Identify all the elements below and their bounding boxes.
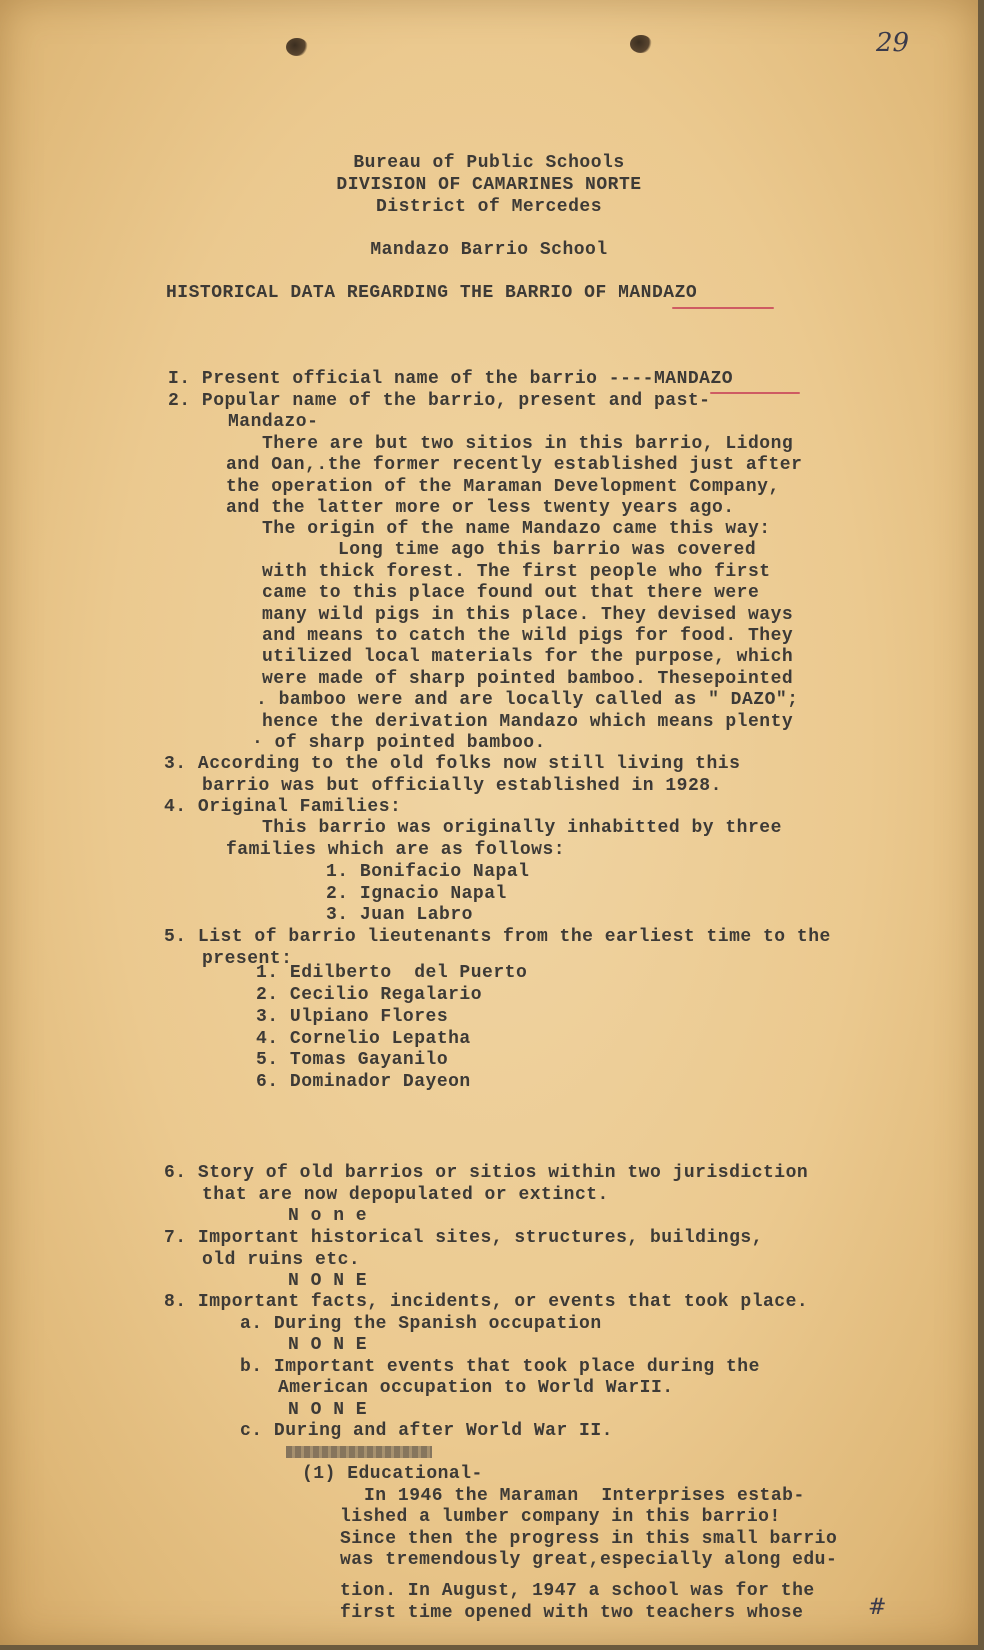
lieutenant-entry: 5. Tomas Gayanilo [256,1050,449,1070]
page-number: 29 [876,28,910,58]
text-line: This barrio was originally inhabitted by three [262,818,782,838]
sub-item-a: a. During the Spanish occupation [240,1314,602,1334]
item-4-original-families: 4. Original Families: [164,797,402,817]
none-marker: N o n e [288,1206,368,1226]
text-line: The origin of the name Mandazo came this way: [262,519,771,539]
text-line: . bamboo were and are locally called as " DAZO"; [256,690,799,710]
item-1-official-name: I. Present official name of the barrio ----MANDAZO [168,369,734,389]
text-line: that are now depopulated or extinct. [202,1185,609,1205]
text-line: There are but two sitios in this barrio, Lidong [262,434,794,454]
text-line: came to this place found out that there were [262,583,760,603]
lieutenant-entry: 3. Ulpiano Flores [256,1007,449,1027]
text-line: and Oan,.the former recently established just after [226,455,803,475]
item-7-historical-sites: 7. Important historical sites, structures, buildings, [164,1228,763,1248]
text-line: hence the derivation Mandazo which means plenty [262,712,794,732]
text-line: present: [202,949,293,969]
family-entry: 2. Ignacio Napal [326,884,507,904]
text-line: the operation of the Maraman Development Company, [226,477,780,497]
text-line: old ruins etc. [202,1250,361,1270]
lieutenant-entry: 2. Cecilio Regalario [256,985,483,1005]
none-marker: N O N E [288,1400,368,1420]
lieutenant-entry: 4. Cornelio Lepatha [256,1029,471,1049]
text-line: lished a lumber company in this barrio! [340,1507,781,1527]
text-line: Long time ago this barrio was covered [338,540,757,560]
name-underline [710,392,800,394]
text-line: tion. In August, 1947 a school was for the [340,1581,815,1601]
text-line: and means to catch the wild pigs for food. They [262,626,794,646]
text-line: families which are as follows: [226,840,566,860]
text-line: was tremendously great,especially along edu- [340,1550,838,1570]
lieutenant-entry: 1. Edilberto del Puerto [256,963,528,983]
sub-item-b: b. Important events that took place during the [240,1357,760,1377]
header-school: Mandazo Barrio School [370,240,608,260]
header-division: DIVISION OF CAMARINES NORTE [336,175,642,195]
item-5-lieutenants: 5. List of barrio lieutenants from the earliest time to the [164,927,831,947]
text-line: barrio was but officially established in 1928. [202,776,722,796]
margin-mark: # [868,1595,887,1620]
page-title: HISTORICAL DATA REGARDING THE BARRIO OF MANDAZO [166,283,698,303]
text-line: and the latter more or less twenty years ago. [226,498,735,518]
text-line: In 1946 the Maraman Interprises estab- [364,1486,805,1506]
lieutenant-entry: 6. Dominador Dayeon [256,1072,471,1092]
text-line: Since then the progress in this small barrio [340,1529,838,1549]
sub-item-c: c. During and after World War II. [240,1421,613,1441]
text-line: Mandazo- [228,412,319,432]
text-line: utilized local materials for the purpose, which [262,647,794,667]
item-8-important-facts: 8. Important facts, incidents, or events that took place. [164,1292,809,1312]
text-line: first time opened with two teachers whose [340,1603,804,1623]
punch-hole-right [630,35,652,53]
none-marker: N O N E [288,1335,368,1355]
educational-heading: (1) Educational- [302,1464,483,1484]
text-line: · of sharp pointed bamboo. [252,733,546,753]
text-line: with thick forest. The first people who first [262,562,771,582]
item-6-old-barrios: 6. Story of old barrios or sitios within two jurisdiction [164,1163,809,1183]
family-entry: 3. Juan Labro [326,905,473,925]
item-3-establishment: 3. According to the old folks now still living this [164,754,741,774]
punch-hole-left [286,38,308,56]
text-line: American occupation to World WarII. [278,1378,674,1398]
title-underline [672,307,774,309]
none-marker: N O N E [288,1271,368,1291]
text-line: many wild pigs in this place. They devised ways [262,605,794,625]
item-2-popular-name: 2. Popular name of the barrio, present and past- [168,391,711,411]
header-bureau: Bureau of Public Schools [353,153,625,173]
family-entry: 1. Bonifacio Napal [326,862,530,882]
text-line: were made of sharp pointed bamboo. Thesepointed [262,669,794,689]
header-district: District of Mercedes [375,197,603,217]
struck-out-text [286,1446,432,1458]
